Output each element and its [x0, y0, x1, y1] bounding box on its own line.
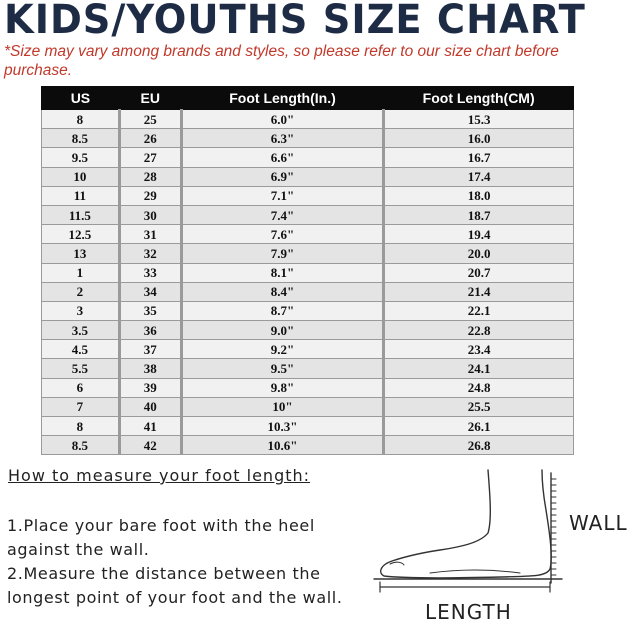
header-foot-length-cm: Foot Length(CM)	[384, 87, 574, 110]
header-us: US	[42, 87, 120, 110]
foot-length-in-cell: 10.3"	[181, 417, 384, 436]
foot-length-in-cell: 6.0"	[181, 110, 384, 129]
length-label: LENGTH	[425, 600, 512, 624]
foot-length-in-cell: 9.8"	[181, 378, 384, 397]
foot-length-cm-cell: 22.8	[384, 321, 574, 340]
table-row	[42, 378, 574, 397]
foot-length-in-cell: 7.4"	[181, 205, 384, 224]
size-chart-table	[41, 86, 574, 455]
size-disclaimer: *Size may vary among brands and styles, so please refer to our size chart before purchase.	[4, 43, 559, 79]
foot-length-in-cell: 6.6"	[181, 148, 384, 167]
foot-length-in-cell: 7.1"	[181, 186, 384, 205]
foot-length-cm-cell: 17.4	[384, 167, 574, 186]
foot-length-cm-cell: 24.1	[384, 359, 574, 378]
table-row	[42, 148, 574, 167]
foot-length-cm-cell: 20.0	[384, 244, 574, 263]
us-size-cell: 6	[42, 378, 120, 397]
foot-length-cm-cell: 26.1	[384, 417, 574, 436]
foot-length-in-cell: 6.9"	[181, 167, 384, 186]
us-size-cell: 7	[42, 397, 120, 416]
foot-length-in-cell: 9.5"	[181, 359, 384, 378]
us-size-cell: 12.5	[42, 225, 120, 244]
table-row	[42, 321, 574, 340]
eu-size-cell: 36	[119, 321, 181, 340]
eu-size-cell: 27	[119, 148, 181, 167]
table-header-row	[42, 87, 574, 110]
eu-size-cell: 26	[119, 129, 181, 148]
eu-size-cell: 40	[119, 397, 181, 416]
eu-size-cell: 41	[119, 417, 181, 436]
foot-length-cm-cell: 25.5	[384, 397, 574, 416]
foot-length-cm-cell: 21.4	[384, 282, 574, 301]
eu-size-cell: 38	[119, 359, 181, 378]
us-size-cell: 13	[42, 244, 120, 263]
us-size-cell: 8.5	[42, 129, 120, 148]
eu-size-cell: 25	[119, 110, 181, 129]
eu-size-cell: 35	[119, 301, 181, 320]
us-size-cell: 10	[42, 167, 120, 186]
us-size-cell: 2	[42, 282, 120, 301]
foot-length-in-cell: 10"	[181, 397, 384, 416]
header-foot-length-in: Foot Length(In.)	[181, 87, 384, 110]
step-1-text: 1.Place your bare foot with the heel against the wall.	[7, 516, 315, 559]
foot-length-cm-cell: 18.7	[384, 205, 574, 224]
foot-length-in-cell: 8.7"	[181, 301, 384, 320]
table-row	[42, 110, 574, 129]
page-title: KIDS/YOUTHS SIZE CHART	[4, 0, 586, 43]
table-row	[42, 225, 574, 244]
foot-length-in-cell: 7.6"	[181, 225, 384, 244]
eu-size-cell: 37	[119, 340, 181, 359]
howto-title: How to measure your foot length:	[8, 466, 311, 485]
foot-length-cm-cell: 20.7	[384, 263, 574, 282]
eu-size-cell: 30	[119, 205, 181, 224]
us-size-cell: 5.5	[42, 359, 120, 378]
us-size-cell: 11	[42, 186, 120, 205]
table-row	[42, 301, 574, 320]
us-size-cell: 4.5	[42, 340, 120, 359]
us-size-cell: 8	[42, 417, 120, 436]
foot-length-in-cell: 7.9"	[181, 244, 384, 263]
foot-length-cm-cell: 26.8	[384, 436, 574, 455]
foot-length-in-cell: 10.6"	[181, 436, 384, 455]
us-size-cell: 3	[42, 301, 120, 320]
table-row	[42, 340, 574, 359]
eu-size-cell: 29	[119, 186, 181, 205]
foot-toe-detail	[390, 562, 404, 565]
table-body	[42, 110, 574, 455]
eu-size-cell: 34	[119, 282, 181, 301]
us-size-cell: 8.5	[42, 436, 120, 455]
eu-size-cell: 42	[119, 436, 181, 455]
foot-length-cm-cell: 18.0	[384, 186, 574, 205]
table-row	[42, 129, 574, 148]
foot-length-cm-cell: 22.1	[384, 301, 574, 320]
eu-size-cell: 28	[119, 167, 181, 186]
foot-length-cm-cell: 16.0	[384, 129, 574, 148]
foot-measure-diagram	[370, 465, 570, 605]
table-row	[42, 205, 574, 224]
table-row	[42, 186, 574, 205]
step-2-text: 2.Measure the distance between the longest point of your foot and the wall.	[7, 564, 343, 607]
table-row	[42, 167, 574, 186]
wall-ruler-ticks	[551, 479, 556, 575]
table-row	[42, 417, 574, 436]
table-row	[42, 436, 574, 455]
us-size-cell: 3.5	[42, 321, 120, 340]
table-row	[42, 244, 574, 263]
foot-outline	[381, 470, 551, 578]
us-size-cell: 8	[42, 110, 120, 129]
foot-length-in-cell: 9.2"	[181, 340, 384, 359]
eu-size-cell: 33	[119, 263, 181, 282]
foot-length-cm-cell: 23.4	[384, 340, 574, 359]
us-size-cell: 9.5	[42, 148, 120, 167]
table-row	[42, 263, 574, 282]
foot-length-cm-cell: 19.4	[384, 225, 574, 244]
foot-sole-detail	[430, 570, 520, 573]
table-row	[42, 282, 574, 301]
foot-length-cm-cell: 16.7	[384, 148, 574, 167]
foot-length-in-cell: 8.1"	[181, 263, 384, 282]
header-eu: EU	[119, 87, 181, 110]
us-size-cell: 11.5	[42, 205, 120, 224]
foot-length-in-cell: 8.4"	[181, 282, 384, 301]
us-size-cell: 1	[42, 263, 120, 282]
table-row	[42, 397, 574, 416]
foot-length-cm-cell: 24.8	[384, 378, 574, 397]
eu-size-cell: 32	[119, 244, 181, 263]
eu-size-cell: 31	[119, 225, 181, 244]
wall-label: WALL	[569, 511, 628, 535]
foot-length-in-cell: 9.0"	[181, 321, 384, 340]
foot-length-in-cell: 6.3"	[181, 129, 384, 148]
table-row	[42, 359, 574, 378]
foot-length-cm-cell: 15.3	[384, 110, 574, 129]
eu-size-cell: 39	[119, 378, 181, 397]
